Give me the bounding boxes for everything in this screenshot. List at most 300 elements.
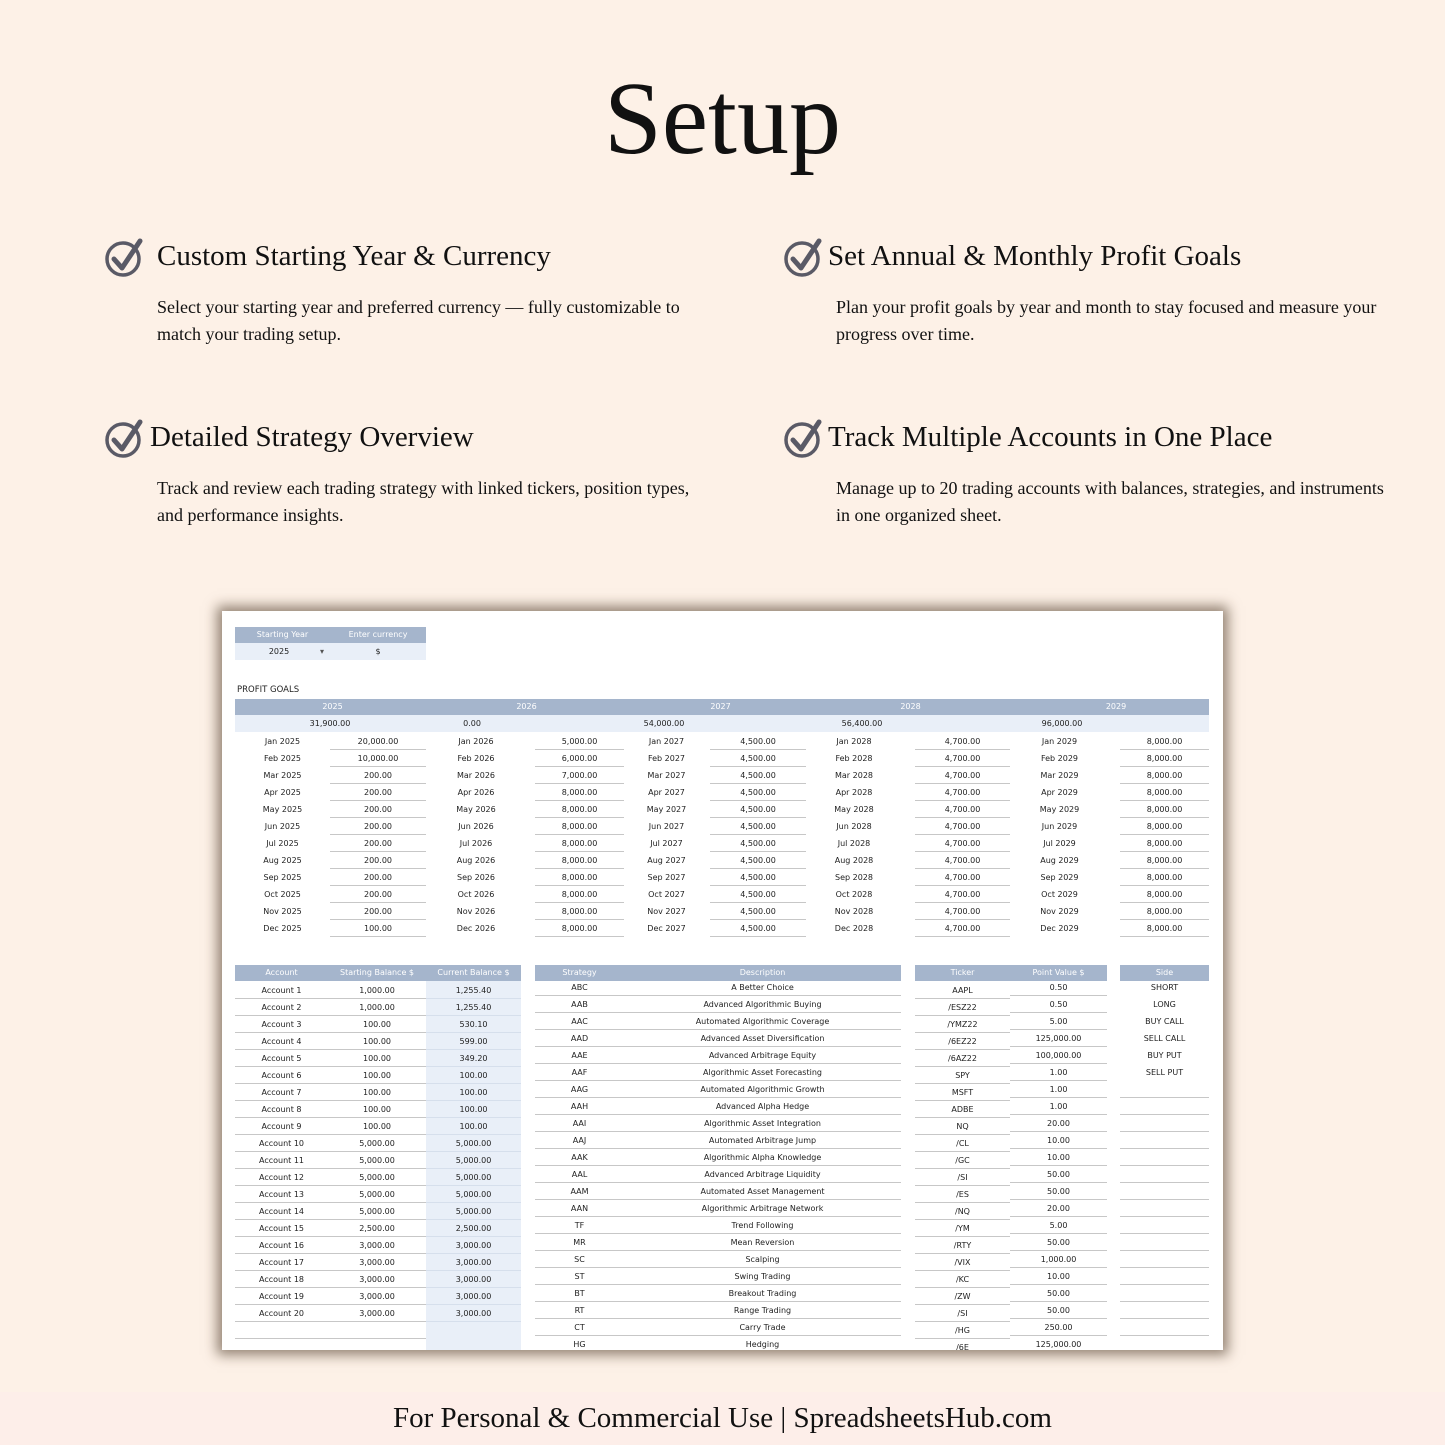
profit-goal-value-input[interactable]: 4,500.00 (710, 750, 806, 767)
profit-goal-month: Apr 2025 (264, 788, 301, 797)
table-row-empty (1120, 1183, 1209, 1200)
strategy-description-input[interactable]: Automated Algorithmic Growth (624, 1081, 901, 1098)
strategy-description-input[interactable]: Range Trading (624, 1302, 901, 1319)
strategy-code-input[interactable]: AAE (535, 1047, 624, 1064)
profit-goal-value-input[interactable]: 200.00 (330, 767, 426, 784)
profit-goal-month: Jun 2028 (836, 822, 872, 831)
starting-balance-input[interactable]: 3,000.00 (328, 1237, 426, 1254)
profit-goal-value-input[interactable]: 8,000.00 (1120, 784, 1209, 801)
point-value-input[interactable]: 0.50 (1010, 996, 1107, 1013)
current-balance-value: 599.00 (426, 1033, 521, 1050)
point-value-input[interactable]: 1.00 (1010, 1064, 1107, 1081)
profit-goal-value-input[interactable]: 8,000.00 (1120, 920, 1209, 937)
point-value-input[interactable]: 1,000.00 (1010, 1251, 1107, 1268)
profit-goal-month: Oct 2029 (1041, 890, 1078, 899)
feature-text: Select your starting year and preferred currency — fully customizable to match your trading setup. (157, 297, 680, 344)
strategy-code-input[interactable]: AAN (535, 1200, 624, 1217)
profit-goal-value-input[interactable]: 8,000.00 (1120, 886, 1209, 903)
profit-goal-year-total: 56,400.00 (841, 719, 883, 728)
ticker-symbol-input[interactable]: /YM (915, 1220, 1010, 1237)
profit-goal-value-input[interactable]: 4,700.00 (915, 733, 1010, 750)
starting-balance-input[interactable]: 100.00 (328, 1033, 426, 1050)
starting-balance-input[interactable]: 5,000.00 (328, 1203, 426, 1220)
accounts-column-header: Current Balance $ (426, 965, 521, 981)
profit-goal-value-input[interactable]: 8,000.00 (1120, 750, 1209, 767)
profit-goal-month: Nov 2028 (834, 907, 874, 916)
profit-goal-month: Jan 2026 (458, 737, 494, 746)
ticker-symbol-input[interactable]: /HG (915, 1322, 1010, 1339)
currency-header: Enter currency (330, 627, 426, 643)
profit-goal-value-input[interactable]: 20,000.00 (330, 733, 426, 750)
accounts-column-header: Starting Balance $ (328, 965, 426, 981)
profit-goal-month: Jun 2027 (648, 822, 685, 831)
strategy-description-input[interactable]: Advanced Alpha Hedge (624, 1098, 901, 1115)
profit-goal-value-input[interactable]: 200.00 (330, 903, 426, 920)
profit-goal-value-input[interactable]: 4,700.00 (915, 869, 1010, 886)
ticker-symbol-input[interactable]: /KC (915, 1271, 1010, 1288)
side-option: SELL PUT (1145, 1068, 1184, 1077)
profit-goal-month: Jul 2028 (837, 839, 871, 848)
strategy-description-input[interactable]: Trend Following (624, 1217, 901, 1234)
profit-goal-value-input[interactable]: 4,700.00 (915, 801, 1010, 818)
point-value-input[interactable]: 50.00 (1010, 1166, 1107, 1183)
current-balance-value: 100.00 (426, 1101, 521, 1118)
profit-goal-value-input[interactable]: 8,000.00 (1120, 869, 1209, 886)
profit-goal-value-input[interactable]: 200.00 (330, 835, 426, 852)
profit-goal-value-input[interactable]: 8,000.00 (1120, 801, 1209, 818)
starting-balance-input[interactable]: 5,000.00 (328, 1135, 426, 1152)
account-name: Account 20 (235, 1305, 328, 1322)
profit-goal-value-input[interactable]: 8,000.00 (535, 869, 624, 886)
side-option: SHORT (1150, 983, 1179, 992)
profit-goal-month: May 2028 (834, 805, 874, 814)
strategy-description-input[interactable]: Advanced Arbitrage Equity (624, 1047, 901, 1064)
profit-goal-value-input[interactable]: 8,000.00 (535, 886, 624, 903)
account-name: Account 8 (235, 1101, 328, 1118)
profit-goal-month: Apr 2028 (835, 788, 873, 797)
current-balance-value: 530.10 (426, 1016, 521, 1033)
profit-goal-value-input[interactable]: 8,000.00 (535, 852, 624, 869)
current-balance-value: 1,255.40 (426, 999, 521, 1016)
starting-balance-input[interactable]: 2,500.00 (328, 1220, 426, 1237)
starting-balance-input[interactable]: 3,000.00 (328, 1305, 426, 1322)
strategy-column-header: Description (624, 965, 901, 981)
strategy-description-input[interactable]: Automated Algorithmic Coverage (624, 1013, 901, 1030)
profit-goal-month: Aug 2025 (263, 856, 302, 865)
table-row-empty (1120, 1200, 1209, 1217)
point-value-input[interactable]: 10.00 (1010, 1132, 1107, 1149)
profit-goal-month: Aug 2028 (834, 856, 874, 865)
point-value-input[interactable]: 50.00 (1010, 1234, 1107, 1251)
side-column-header: Side (1120, 965, 1209, 981)
profit-goal-month: May 2025 (262, 805, 303, 814)
point-value-input[interactable]: 250.00 (1010, 1319, 1107, 1336)
table-row-empty (1120, 1098, 1209, 1115)
table-row-empty (1120, 1166, 1209, 1183)
ticker-symbol-input[interactable]: /ESZ22 (915, 999, 1010, 1016)
profit-goal-month: Mar 2028 (835, 771, 873, 780)
point-value-input[interactable]: 0.50 (1010, 979, 1107, 996)
profit-goal-month: Jun 2026 (458, 822, 494, 831)
table-row-empty (1120, 1115, 1209, 1132)
strategy-description-input[interactable]: Breakout Trading (624, 1285, 901, 1302)
ticker-symbol-input[interactable]: /GC (915, 1152, 1010, 1169)
account-name: Account 13 (235, 1186, 328, 1203)
profit-goal-value-input[interactable]: 8,000.00 (535, 903, 624, 920)
profit-goal-month: Nov 2029 (1040, 907, 1079, 916)
strategy-code-input[interactable]: ST (535, 1268, 624, 1285)
profit-goal-value-input[interactable]: 8,000.00 (1120, 903, 1209, 920)
profit-goal-value-input[interactable]: 4,500.00 (710, 852, 806, 869)
profit-goal-value-input[interactable]: 6,000.00 (535, 750, 624, 767)
ticker-symbol-input[interactable]: /NQ (915, 1203, 1010, 1220)
starting-balance-input[interactable]: 100.00 (328, 1118, 426, 1135)
ticker-column-header: Point Value $ (1010, 965, 1107, 981)
profit-goal-month: Sep 2025 (263, 873, 302, 882)
point-value-input[interactable]: 1.00 (1010, 1098, 1107, 1115)
profit-goal-value-input[interactable]: 200.00 (330, 784, 426, 801)
spreadsheet-screenshot (222, 611, 1223, 1350)
profit-goal-month: Sep 2027 (647, 873, 686, 882)
account-name: Account 19 (235, 1288, 328, 1305)
account-name: Account 2 (235, 999, 328, 1016)
profit-goal-month: Feb 2025 (263, 754, 302, 763)
current-balance-value: 3,000.00 (426, 1237, 521, 1254)
profit-goal-month: Oct 2026 (457, 890, 495, 899)
profit-goal-value-input[interactable]: 4,500.00 (710, 801, 806, 818)
profit-goal-month: Mar 2026 (457, 771, 495, 780)
profit-goal-month: Nov 2027 (647, 907, 686, 916)
strategy-description-input[interactable]: Carry Trade (624, 1319, 901, 1336)
profit-goal-value-input[interactable]: 4,700.00 (915, 750, 1010, 767)
table-row-empty (1120, 1217, 1209, 1234)
starting-balance-input[interactable]: 3,000.00 (328, 1271, 426, 1288)
current-balance-value: 3,000.00 (426, 1271, 521, 1288)
profit-goal-value-input[interactable]: 4,500.00 (710, 784, 806, 801)
profit-goal-value-input[interactable]: 200.00 (330, 852, 426, 869)
ticker-symbol-input[interactable]: AAPL (915, 982, 1010, 999)
profit-goal-month: Nov 2025 (263, 907, 302, 916)
checkmark-icon (105, 238, 145, 278)
point-value-input[interactable]: 20.00 (1010, 1115, 1107, 1132)
ticker-symbol-input[interactable]: /ES (915, 1186, 1010, 1203)
feature-text: Plan your profit goals by year and month to stay focused and measure your progress over time. (836, 297, 1377, 344)
account-name: Account 12 (235, 1169, 328, 1186)
side-option: BUY PUT (1147, 1051, 1182, 1060)
ticker-symbol-input[interactable]: /ZW (915, 1288, 1010, 1305)
strategy-description-input[interactable]: Algorithmic Alpha Knowledge (624, 1149, 901, 1166)
account-name: Account 11 (235, 1152, 328, 1169)
profit-goal-value-input[interactable]: 200.00 (330, 886, 426, 903)
current-balance-value: 5,000.00 (426, 1135, 521, 1152)
profit-goal-value-input[interactable]: 4,500.00 (710, 818, 806, 835)
account-name: Account 14 (235, 1203, 328, 1220)
point-value-input[interactable]: 50.00 (1010, 1285, 1107, 1302)
strategy-code-input[interactable]: SC (535, 1251, 624, 1268)
strategy-code-input[interactable]: AAB (535, 996, 624, 1013)
table-row-empty (1120, 1149, 1209, 1166)
strategy-code-input[interactable]: AAM (535, 1183, 624, 1200)
profit-goal-month: Sep 2028 (835, 873, 873, 882)
ticker-symbol-input[interactable]: /VIX (915, 1254, 1010, 1271)
current-balance-value: 3,000.00 (426, 1254, 521, 1271)
feature-text: Track and review each trading strategy with linked tickers, position types, and performance insights. (157, 478, 690, 525)
profit-goal-value-input[interactable]: 4,700.00 (915, 784, 1010, 801)
strategy-description-input[interactable]: Swing Trading (624, 1268, 901, 1285)
profit-goal-month: Jan 2025 (264, 737, 301, 746)
profit-goal-month: Oct 2025 (264, 890, 301, 899)
profit-goal-month: Feb 2029 (1040, 754, 1079, 763)
profit-goal-value-input[interactable]: 8,000.00 (1120, 767, 1209, 784)
strategy-description-input[interactable]: A Better Choice (624, 979, 901, 996)
profit-goal-year-total: 31,900.00 (309, 719, 351, 728)
profit-goal-month: May 2026 (456, 805, 496, 814)
profit-goal-month: Mar 2029 (1040, 771, 1079, 780)
profit-goal-value-input[interactable]: 4,700.00 (915, 903, 1010, 920)
table-row-empty (1120, 1285, 1209, 1302)
strategy-code-input[interactable]: AAJ (535, 1132, 624, 1149)
profit-goal-month: Jul 2029 (1043, 839, 1076, 848)
ticker-symbol-input[interactable]: /YMZ22 (915, 1016, 1010, 1033)
strategy-description-input[interactable]: Algorithmic Asset Integration (624, 1115, 901, 1132)
profit-goal-month: Dec 2029 (1040, 924, 1079, 933)
starting-balance-input[interactable]: 1,000.00 (328, 982, 426, 999)
point-value-input[interactable]: 20.00 (1010, 1200, 1107, 1217)
strategy-code-input[interactable]: AAC (535, 1013, 624, 1030)
profit-goal-year-header: 2029 (1105, 702, 1127, 711)
profit-goal-value-input[interactable]: 100.00 (330, 920, 426, 937)
point-value-input[interactable]: 1.00 (1010, 1081, 1107, 1098)
starting-balance-input[interactable]: 1,000.00 (328, 999, 426, 1016)
footer-banner: For Personal & Commercial Use | SpreadsheetsHub.com (0, 1392, 1445, 1445)
strategy-code-input[interactable]: AAF (535, 1064, 624, 1081)
strategy-code-input[interactable]: AAL (535, 1166, 624, 1183)
profit-goal-value-input[interactable]: 4,700.00 (915, 835, 1010, 852)
starting-balance-input[interactable]: 3,000.00 (328, 1254, 426, 1271)
strategy-description-input[interactable]: Algorithmic Asset Forecasting (624, 1064, 901, 1081)
ticker-symbol-input[interactable]: /6E (915, 1339, 1010, 1350)
strategy-code-input[interactable]: ABC (535, 979, 624, 996)
profit-goal-month: Mar 2027 (647, 771, 686, 780)
strategy-code-input[interactable]: AAH (535, 1098, 624, 1115)
side-option: LONG (1153, 1000, 1176, 1009)
starting-balance-input[interactable]: 100.00 (328, 1016, 426, 1033)
profit-goal-value-input[interactable]: 4,500.00 (710, 869, 806, 886)
profit-goal-month: Mar 2025 (263, 771, 302, 780)
ticker-symbol-input[interactable]: /6AZ22 (915, 1050, 1010, 1067)
strategy-description-input[interactable]: Automated Arbitrage Jump (624, 1132, 901, 1149)
profit-goal-value-input[interactable]: 4,500.00 (710, 835, 806, 852)
profit-goal-month: Jul 2026 (459, 839, 493, 848)
profit-goal-month: Jul 2025 (266, 839, 299, 848)
account-name: Account 16 (235, 1237, 328, 1254)
ticker-symbol-input[interactable]: /SI (915, 1305, 1010, 1322)
strategy-code-input[interactable]: HG (535, 1336, 624, 1350)
checkmark-icon (784, 238, 824, 278)
ticker-symbol-input[interactable]: /CL (915, 1135, 1010, 1152)
current-balance-value: 3,000.00 (426, 1288, 521, 1305)
profit-goal-value-input[interactable]: 4,500.00 (710, 886, 806, 903)
strategy-code-input[interactable]: CT (535, 1319, 624, 1336)
feature-title: Custom Starting Year & Currency (157, 240, 551, 272)
profit-goal-value-input[interactable]: 10,000.00 (330, 750, 426, 767)
profit-goal-year-total: 96,000.00 (1041, 719, 1083, 728)
starting-year-select[interactable]: 2025 (235, 643, 323, 660)
table-row-empty (1120, 1081, 1209, 1098)
point-value-input[interactable]: 125,000.00 (1010, 1336, 1107, 1350)
profit-goal-year-header: 2027 (710, 702, 731, 711)
current-balance-value: 100.00 (426, 1084, 521, 1101)
ticker-symbol-input[interactable]: /RTY (915, 1237, 1010, 1254)
starting-balance-input[interactable]: 100.00 (328, 1084, 426, 1101)
ticker-symbol-input[interactable]: /SI (915, 1169, 1010, 1186)
profit-goal-value-input[interactable]: 4,500.00 (710, 733, 806, 750)
ticker-symbol-input[interactable]: NQ (915, 1118, 1010, 1135)
account-name: Account 15 (235, 1220, 328, 1237)
strategy-description-input[interactable]: Mean Reversion (624, 1234, 901, 1251)
strategy-code-input[interactable]: RT (535, 1302, 624, 1319)
current-balance-value: 3,000.00 (426, 1305, 521, 1322)
table-row-empty (1120, 1268, 1209, 1285)
starting-balance-input[interactable]: 100.00 (328, 1101, 426, 1118)
strategy-description-input[interactable]: Hedging (624, 1336, 901, 1350)
profit-goal-value-input[interactable]: 4,700.00 (915, 818, 1010, 835)
strategy-description-input[interactable]: Advanced Arbitrage Liquidity (624, 1166, 901, 1183)
table-row-empty (1120, 1319, 1209, 1336)
strategy-code-input[interactable]: AAI (535, 1115, 624, 1132)
account-name: Account 4 (235, 1033, 328, 1050)
current-balance-value: 5,000.00 (426, 1186, 521, 1203)
currency-input[interactable]: $ (330, 643, 426, 660)
point-value-input[interactable]: 10.00 (1010, 1268, 1107, 1285)
strategy-description-input[interactable]: Advanced Algorithmic Buying (624, 996, 901, 1013)
profit-goal-month: Apr 2029 (1041, 788, 1078, 797)
point-value-input[interactable]: 50.00 (1010, 1302, 1107, 1319)
ticker-symbol-input[interactable]: ADBE (915, 1101, 1010, 1118)
strategy-description-input[interactable]: Algorithmic Arbitrage Network (624, 1200, 901, 1217)
profit-goal-value-input[interactable]: 8,000.00 (535, 801, 624, 818)
profit-goal-value-input[interactable]: 8,000.00 (535, 818, 624, 835)
strategy-code-input[interactable]: TF (535, 1217, 624, 1234)
point-value-input[interactable]: 50.00 (1010, 1183, 1107, 1200)
profit-goal-value-input[interactable]: 8,000.00 (1120, 733, 1209, 750)
point-value-input[interactable]: 5.00 (1010, 1217, 1107, 1234)
account-name: Account 9 (235, 1118, 328, 1135)
ticker-symbol-input[interactable]: MSFT (915, 1084, 1010, 1101)
starting-year-header: Starting Year (235, 627, 330, 643)
starting-balance-input[interactable]: 100.00 (328, 1067, 426, 1084)
profit-goal-value-input[interactable]: 4,700.00 (915, 852, 1010, 869)
chevron-down-icon[interactable]: ▾ (314, 643, 330, 660)
profit-goal-month: Oct 2028 (835, 890, 873, 899)
profit-goal-year-header: 2025 (322, 702, 343, 711)
profit-goal-value-input[interactable]: 8,000.00 (1120, 818, 1209, 835)
ticker-symbol-input[interactable]: SPY (915, 1067, 1010, 1084)
profit-goal-month: Apr 2026 (457, 788, 495, 797)
starting-balance-input[interactable]: 5,000.00 (328, 1152, 426, 1169)
profit-goal-month: Jan 2027 (648, 737, 685, 746)
profit-goal-month: Feb 2026 (457, 754, 495, 763)
profit-goal-value-input[interactable]: 4,500.00 (710, 920, 806, 937)
profit-goal-month: Feb 2028 (835, 754, 873, 763)
profit-goal-value-input[interactable]: 4,700.00 (915, 767, 1010, 784)
strategy-code-input[interactable]: AAD (535, 1030, 624, 1047)
profit-goal-month: Jan 2028 (836, 737, 872, 746)
profit-goal-month: Sep 2029 (1040, 873, 1079, 882)
account-name: Account 10 (235, 1135, 328, 1152)
profit-goal-value-input[interactable]: 8,000.00 (535, 920, 624, 937)
profit-goal-month: Dec 2026 (456, 924, 496, 933)
starting-balance-input[interactable]: 3,000.00 (328, 1288, 426, 1305)
profit-goal-month: Jan 2029 (1041, 737, 1078, 746)
profit-goal-value-input[interactable]: 7,000.00 (535, 767, 624, 784)
profit-goal-month: Oct 2027 (648, 890, 685, 899)
profit-goal-month: Dec 2028 (834, 924, 874, 933)
point-value-input[interactable]: 10.00 (1010, 1149, 1107, 1166)
account-name: Account 1 (235, 982, 328, 999)
ticker-symbol-input[interactable]: /6EZ22 (915, 1033, 1010, 1050)
table-row-empty (1120, 1234, 1209, 1251)
profit-goal-month: Nov 2026 (456, 907, 496, 916)
side-option: BUY CALL (1145, 1017, 1184, 1026)
profit-goal-value-input[interactable]: 200.00 (330, 801, 426, 818)
profit-goal-month: Dec 2025 (263, 924, 302, 933)
feature-text: Manage up to 20 trading accounts with balances, strategies, and instruments in one organized sheet. (836, 478, 1384, 525)
profit-goal-value-input[interactable]: 8,000.00 (535, 784, 624, 801)
profit-goal-value-input[interactable]: 8,000.00 (535, 835, 624, 852)
starting-balance-input[interactable]: 100.00 (328, 1050, 426, 1067)
point-value-input[interactable]: 5.00 (1010, 1013, 1107, 1030)
strategy-description-input[interactable]: Scalping (624, 1251, 901, 1268)
checkmark-icon (105, 419, 145, 459)
point-value-input[interactable]: 125,000.00 (1010, 1030, 1107, 1047)
profit-goal-value-input[interactable]: 8,000.00 (1120, 835, 1209, 852)
profit-goal-month: Feb 2027 (647, 754, 686, 763)
accounts-column-header: Account (235, 965, 328, 981)
strategy-description-input[interactable]: Automated Asset Management (624, 1183, 901, 1200)
starting-balance-input[interactable]: 5,000.00 (328, 1169, 426, 1186)
profit-goal-month: Aug 2027 (647, 856, 686, 865)
strategy-code-input[interactable]: MR (535, 1234, 624, 1251)
current-balance-value: 5,000.00 (426, 1152, 521, 1169)
profit-goal-value-input[interactable]: 4,700.00 (915, 886, 1010, 903)
strategy-code-input[interactable]: BT (535, 1285, 624, 1302)
profit-goal-value-input[interactable]: 8,000.00 (1120, 852, 1209, 869)
table-row-empty (1120, 1132, 1209, 1149)
profit-goal-value-input[interactable]: 4,500.00 (710, 903, 806, 920)
profit-goal-value-input[interactable]: 4,700.00 (915, 920, 1010, 937)
account-name: Account 17 (235, 1254, 328, 1271)
profit-goal-value-input[interactable]: 200.00 (330, 869, 426, 886)
strategy-code-input[interactable]: AAG (535, 1081, 624, 1098)
profit-goal-month: Apr 2027 (648, 788, 685, 797)
profit-goal-value-input[interactable]: 200.00 (330, 818, 426, 835)
point-value-input[interactable]: 100,000.00 (1010, 1047, 1107, 1064)
strategy-code-input[interactable]: AAK (535, 1149, 624, 1166)
table-row-empty (235, 1322, 426, 1339)
profit-goal-month: May 2029 (1039, 805, 1080, 814)
account-name: Account 3 (235, 1016, 328, 1033)
profit-goals-label: PROFIT GOALS (237, 685, 300, 695)
table-row-empty (1120, 1336, 1209, 1350)
page-title: Setup (604, 61, 841, 176)
starting-balance-input[interactable]: 5,000.00 (328, 1186, 426, 1203)
profit-goal-value-input[interactable]: 5,000.00 (535, 733, 624, 750)
current-balance-value: 1,255.40 (426, 982, 521, 999)
strategy-description-input[interactable]: Advanced Asset Diversification (624, 1030, 901, 1047)
table-row-empty (235, 1339, 426, 1350)
profit-goal-value-input[interactable]: 4,500.00 (710, 767, 806, 784)
